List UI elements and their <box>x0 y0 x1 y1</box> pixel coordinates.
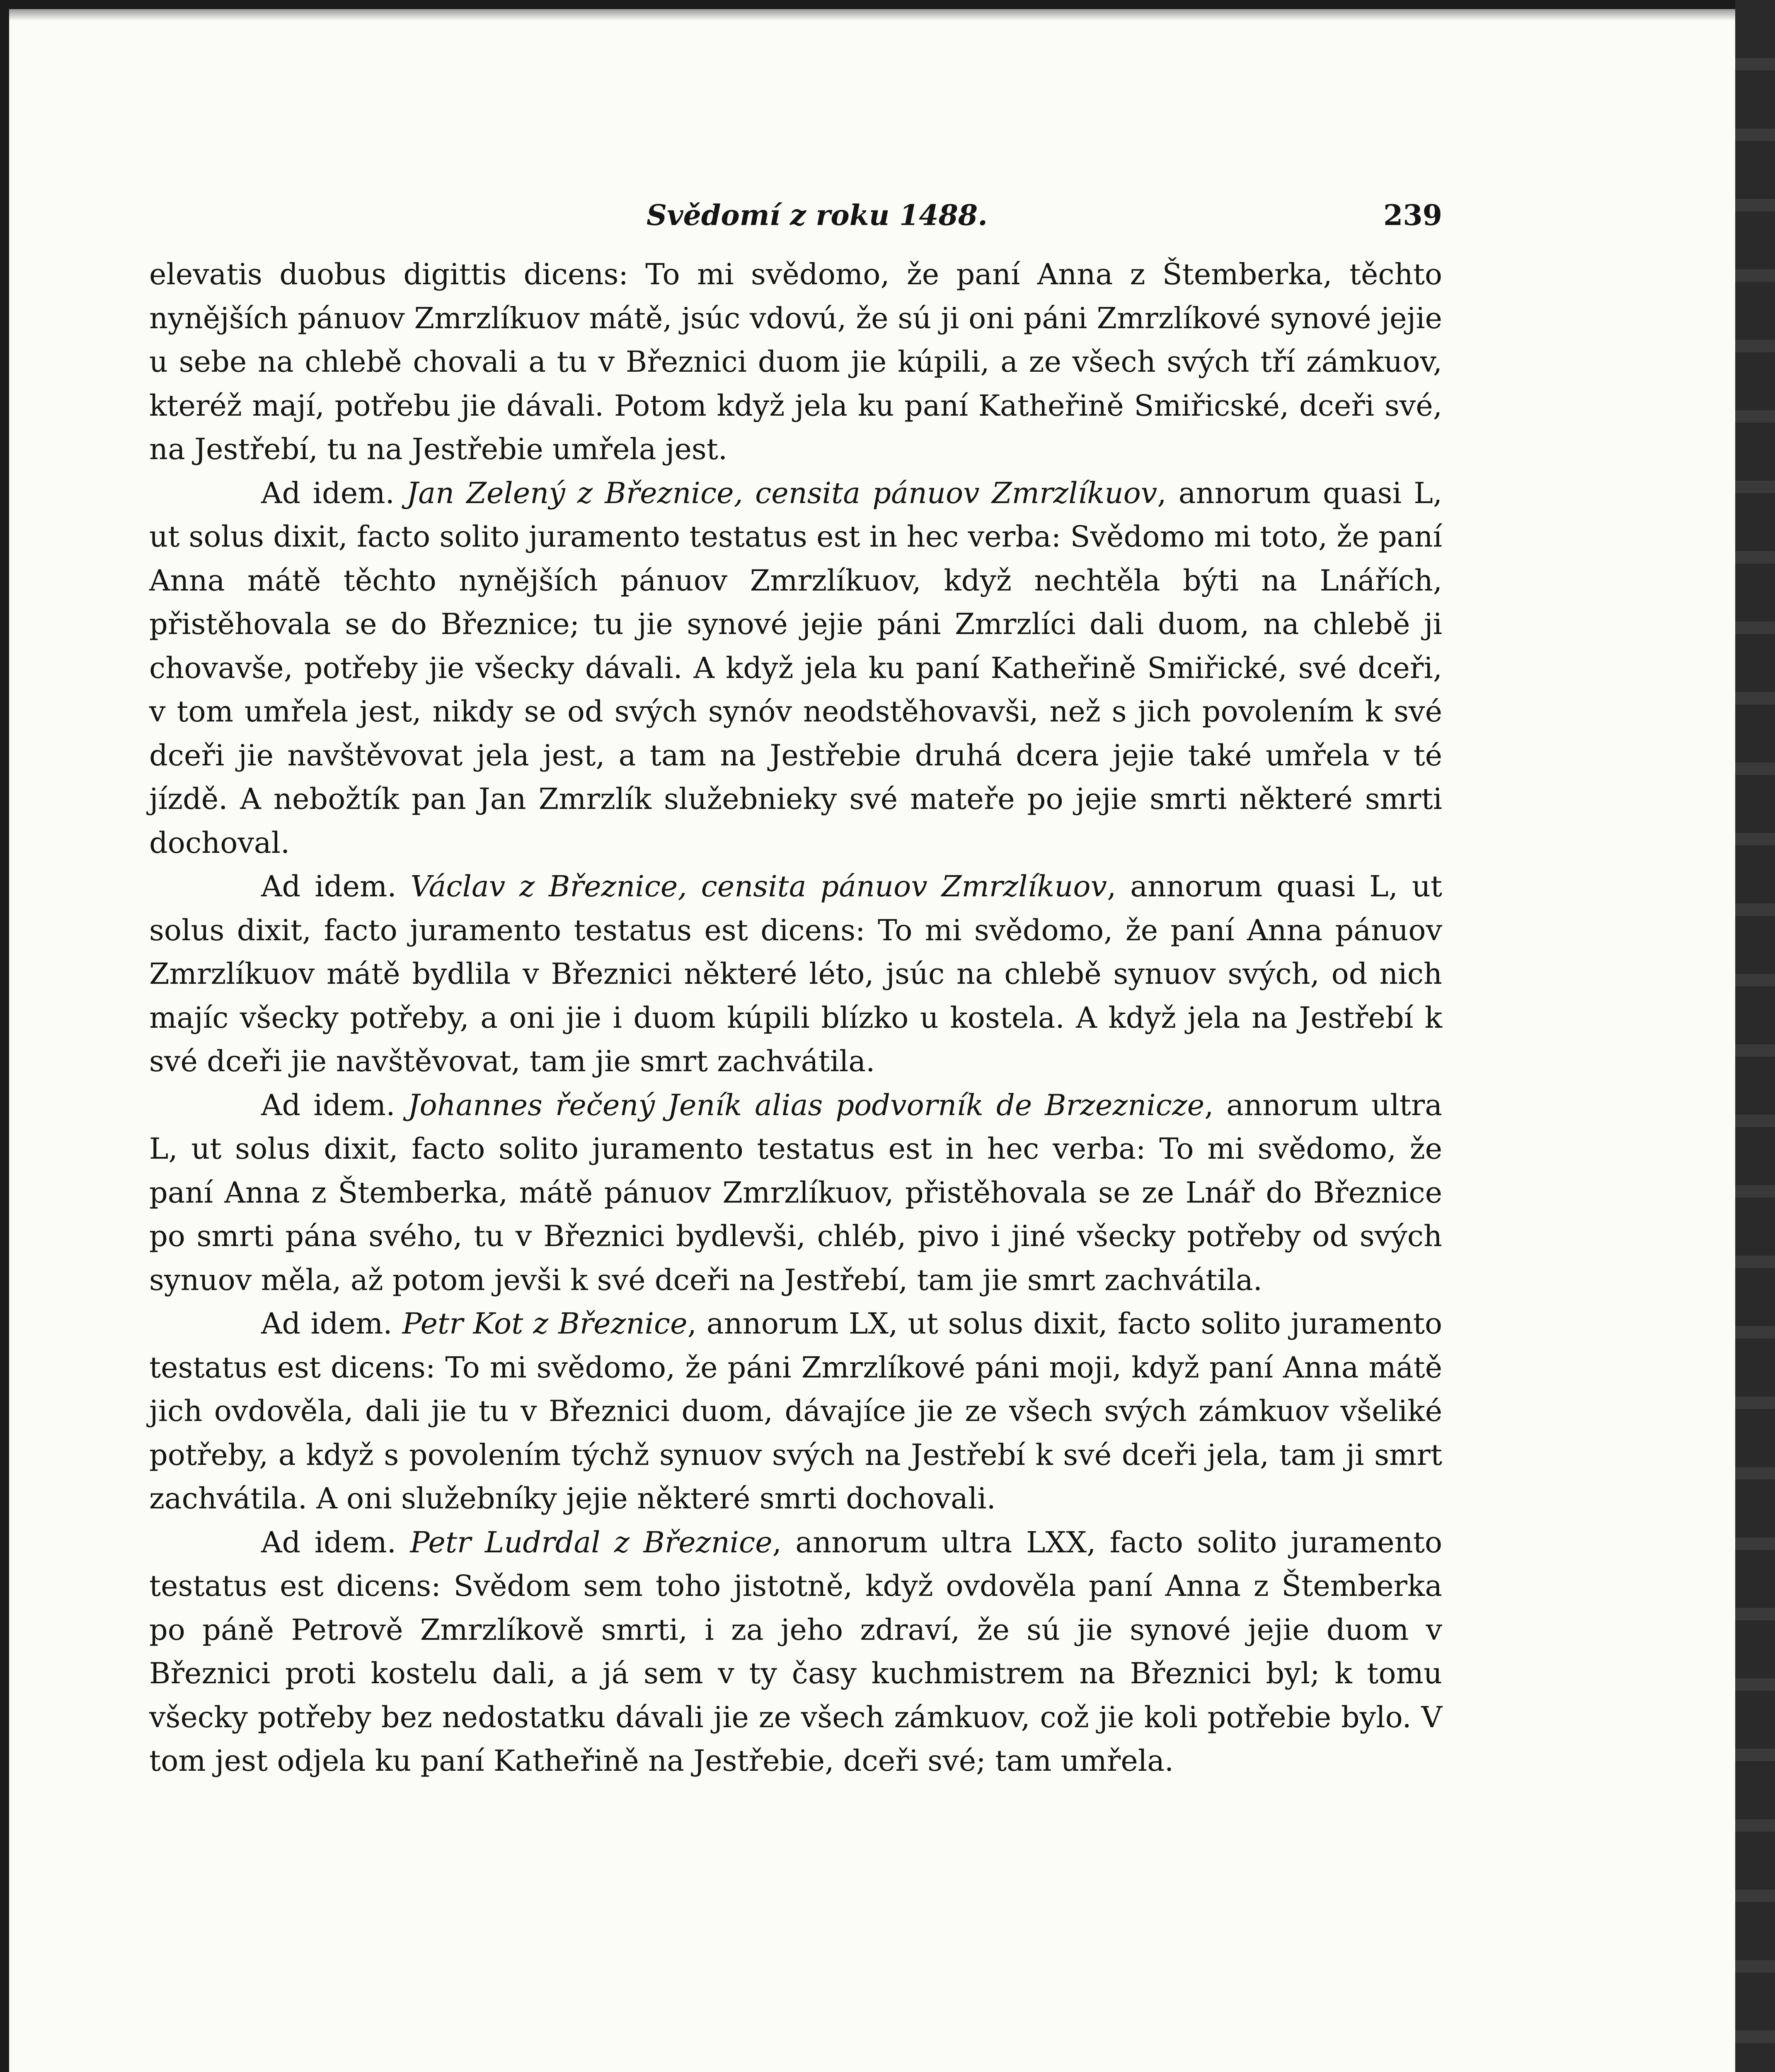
paragraph-text: , annorum quasi L, ut solus dixit, facto solito juramento testatus est in hec verba: Svědomo mi toto, že paní Anna mátě těchto nynějších pánuov Zmrzlíkuov, když nechtěla býti na Lnářích, přistěhovala se do Březnice; tu jie synové jejie páni Zmrzlíci dali duom, na chlebě ji chovavše, potřeby jie všecky dávali. A když jela ku paní Katheřině Smiřické, své dceři, v tom umřela jest, nikdy se od svých synóv neodstěhovavši, než s jich povolením k své dceři jie navštěvovat jela jest, a tam na Jestřebie druhá dcera jejie také umřela v té jízdě. A nebožtík pan Jan Zmrzlík služebnieky své mateře po jejie smrti některé smrti dochoval. <box>149 476 1443 860</box>
witness-name: Jan Zelený z Březnice, censita pánuov Zmrzlíkuov <box>407 476 1158 510</box>
paragraph-text: , annorum ultra L, ut solus dixit, facto solito juramento testatus est in hec verba: To mi svědomo, že paní Anna z Štemberka, mátě pánuov Zmrzlíkuov, přistěhovala se ze Lnář do Březnice po smrti pána svého, tu v Březnici bydlevši, chléb, pivo i jiné všecky potřeby od svých synuov měla, až potom jevši k své dceři na Jestřebí, tam jie smrt zachvátila. <box>149 1088 1442 1297</box>
witness-name: Václav z Březnice, censita pánuov Zmrzlíkuov <box>410 869 1107 903</box>
page-content <box>149 199 1442 1783</box>
paragraph-text: elevatis duobus digittis dicens: To mi svědomo, že paní Anna z Štemberka, těchto nynějších pánuov Zmrzlíkuov mátě, jsúc vdovú, že sú ji oni páni Zmrzlíkové synové jejie u sebe na chlebě chovali a tu v Březnici duom jie kúpili, a ze všech svých tří zámkuov, kteréž mají, potřebu jie dávali. Potom když jela ku paní Katheřině Smiřicské, dceři své, na Jestřebí, tu na Jestřebie umřela jest. <box>149 257 1442 466</box>
witness-name: Petr Kot z Březnice <box>402 1307 688 1341</box>
paragraph <box>149 1084 1442 1302</box>
book-edge <box>1735 0 1775 2072</box>
paragraph-text: , annorum quasi L, ut solus dixit, facto juramento testatus est dicens: To mi svědomo, že paní Anna pánuov Zmrzlíkuov mátě bydlila v Březnici některé léto, jsúc na chlebě synuov svých, od nich majíc všecky potřeby, a oni jie i duom kúpili blízko u kostela. A když jela na Jestřebí k své dceři jie navštěvovat, tam jie smrt zachvátila. <box>149 869 1442 1078</box>
paragraph-text: , annorum ultra LXX, facto solito juramento testatus est dicens: Svědom sem toho jistotně, když ovdověla paní Anna z Štemberka po páně Petrově Zmrzlíkově smrti, i za jeho zdraví, že sú jie synové jejie duom v Březnici proti kostelu dali, a já sem v ty časy kuchmistrem na Březnici byl; k tomu všecky potřeby bez nedostatku dávali jie ze všech zámkuov, což jie koli potřebie bylo. V tom jest odjela ku paní Katheřině na Jestřebie, dceři své; tam umřela. <box>149 1525 1442 1778</box>
paragraph <box>149 1521 1442 1783</box>
paragraph <box>149 865 1442 1084</box>
body-text <box>149 253 1442 1783</box>
witness-name: Johannes řečený Jeník alias podvorník de Brzeznicze <box>408 1088 1205 1122</box>
page-header <box>149 199 1442 244</box>
witness-name: Petr Ludrdal z Březnice <box>410 1525 772 1559</box>
paragraph-lead: Ad idem. <box>261 1088 408 1122</box>
paragraph-lead: Ad idem. <box>261 1525 410 1559</box>
paragraph <box>149 1302 1442 1521</box>
paragraph-lead: Ad idem. <box>261 1307 402 1341</box>
scan-top-shadow <box>9 9 1735 21</box>
page-number: 239 <box>1383 199 1442 232</box>
paragraph-lead: Ad idem. <box>261 476 407 510</box>
running-title: Svědomí z roku 1488. <box>647 199 988 232</box>
paragraph <box>149 472 1442 865</box>
paragraph-text: , annorum LX, ut solus dixit, facto solito juramento testatus est dicens: To mi svědomo, že páni Zmrzlíkové páni moji, když paní Anna mátě jich ovdověla, dali jie tu v Březnici duom, dávajíce jie ze všech svých zámkuov všeliké potřeby, a když s povolením týchž synuov svých na Jestřebí k své dceři jela, tam ji smrt zachvátila. A oni služebníky jejie některé smrti dochovali. <box>149 1307 1442 1515</box>
paragraph <box>149 253 1442 472</box>
paragraph-lead: Ad idem. <box>261 869 411 903</box>
